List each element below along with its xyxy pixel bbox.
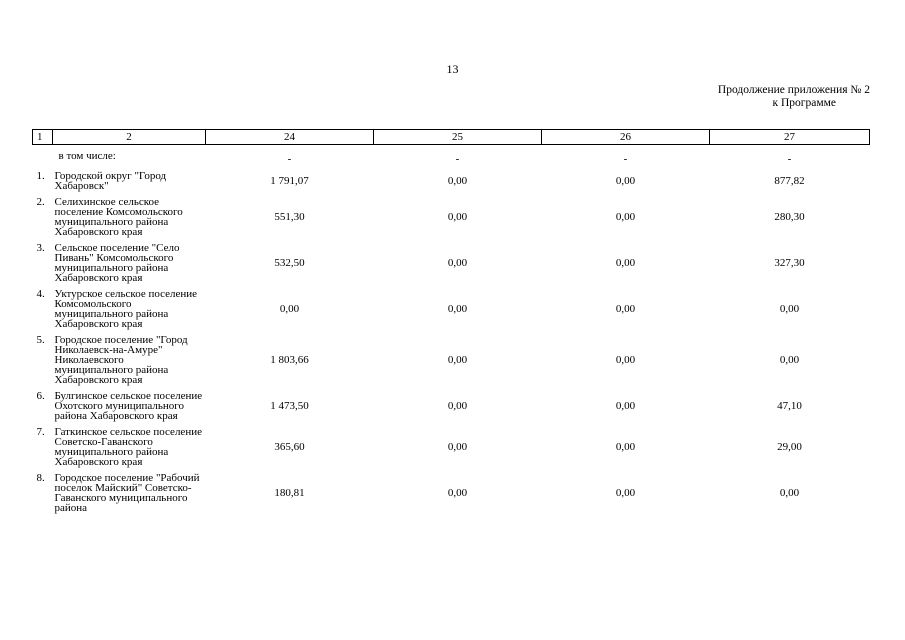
header-col-24: 24	[206, 130, 374, 145]
row-value-26: 0,00	[615, 303, 636, 315]
header-col-26: 26	[542, 130, 710, 145]
subtotal-num	[33, 145, 53, 168]
row-value-27: 280,30	[774, 211, 805, 223]
row-value-27: 0,00	[779, 354, 800, 366]
header-col-2: 2	[53, 130, 206, 145]
row-value-25: 0,00	[447, 441, 468, 453]
row-value-24: 1 473,50	[270, 400, 309, 412]
row-value-26: 0,00	[615, 175, 636, 187]
row-value-26: 0,00	[615, 211, 636, 223]
appendix-line-2: к Программе	[772, 97, 836, 109]
row-value-25: 0,00	[447, 487, 468, 499]
row-value-27: 0,00	[779, 303, 800, 315]
row-value-25: 0,00	[447, 211, 468, 223]
appendix-line-1: Продолжение приложения № 2	[717, 84, 870, 96]
table-row	[33, 387, 870, 423]
subtotal-value: -	[287, 153, 292, 165]
row-value-27: 327,30	[774, 257, 805, 269]
table-row	[33, 285, 870, 331]
subtotal-value: -	[455, 153, 460, 165]
row-name: Селихинское сельское поселение Комсомольского муниципального района Хабаровского края	[54, 196, 183, 238]
row-value-27: 0,00	[779, 487, 800, 499]
header-row	[33, 130, 870, 145]
row-value-27: 47,10	[777, 400, 802, 412]
row-name: Сельское поселение "Село Пивань" Комсомольского муниципального района Хабаровского края	[54, 242, 180, 284]
table-row	[33, 167, 870, 193]
row-number: 7.	[36, 426, 45, 438]
page-number: 13	[446, 62, 459, 76]
row-number: 8.	[36, 472, 45, 484]
row-value-24: 1 803,66	[270, 354, 309, 366]
row-name: Булгинское сельское поселение Охотского муниципального района Хабаровского края	[54, 390, 203, 422]
row-value-24: 180,81	[274, 487, 305, 499]
row-value-27: 877,82	[774, 175, 805, 187]
header-col-25: 25	[374, 130, 542, 145]
row-value-24: 0,00	[279, 303, 300, 315]
table-row	[33, 193, 870, 239]
row-value-26: 0,00	[615, 400, 636, 412]
row-number: 2.	[36, 196, 45, 208]
row-name: Городской округ "Город Хабаровск"	[54, 170, 167, 192]
row-name: Гаткинское сельское поселение Советско-Гаванского муниципального района Хабаровского края	[54, 426, 202, 468]
row-value-25: 0,00	[447, 303, 468, 315]
appendix-caption	[690, 84, 870, 110]
data-table	[32, 129, 870, 515]
row-value-24: 551,30	[274, 211, 305, 223]
row-value-25: 0,00	[447, 175, 468, 187]
row-value-24: 365,60	[274, 441, 305, 453]
subtotal-value: -	[623, 153, 628, 165]
row-number: 1.	[36, 170, 45, 182]
row-value-26: 0,00	[615, 354, 636, 366]
subtotal-row	[33, 145, 870, 168]
header-col-27: 27	[710, 130, 870, 145]
row-value-26: 0,00	[615, 441, 636, 453]
row-value-25: 0,00	[447, 257, 468, 269]
row-number: 5.	[36, 334, 45, 346]
subtotal-label: в том числе:	[58, 150, 116, 162]
row-name: Уктурское сельское поселение Комсомольского муниципального района Хабаровского края	[54, 288, 198, 330]
row-name: Городское поселение "Город Николаевск-на-Амуре" Николаевского муниципального района Хабаровского края	[54, 334, 188, 386]
table-row	[33, 469, 870, 515]
row-number: 6.	[36, 390, 45, 402]
row-number: 4.	[36, 288, 45, 300]
table-row	[33, 331, 870, 387]
table-row	[33, 423, 870, 469]
header-col-1: 1	[33, 130, 53, 145]
row-number: 3.	[36, 242, 45, 254]
row-value-27: 29,00	[777, 441, 802, 453]
row-value-24: 532,50	[274, 257, 305, 269]
row-value-26: 0,00	[615, 257, 636, 269]
row-value-24: 1 791,07	[270, 175, 309, 187]
table-row	[33, 239, 870, 285]
row-value-25: 0,00	[447, 354, 468, 366]
row-value-26: 0,00	[615, 487, 636, 499]
row-value-25: 0,00	[447, 400, 468, 412]
row-name: Городское поселение "Рабочий поселок Майский" Советско-Гаванского муниципального района	[54, 472, 200, 514]
subtotal-value: -	[787, 153, 792, 165]
